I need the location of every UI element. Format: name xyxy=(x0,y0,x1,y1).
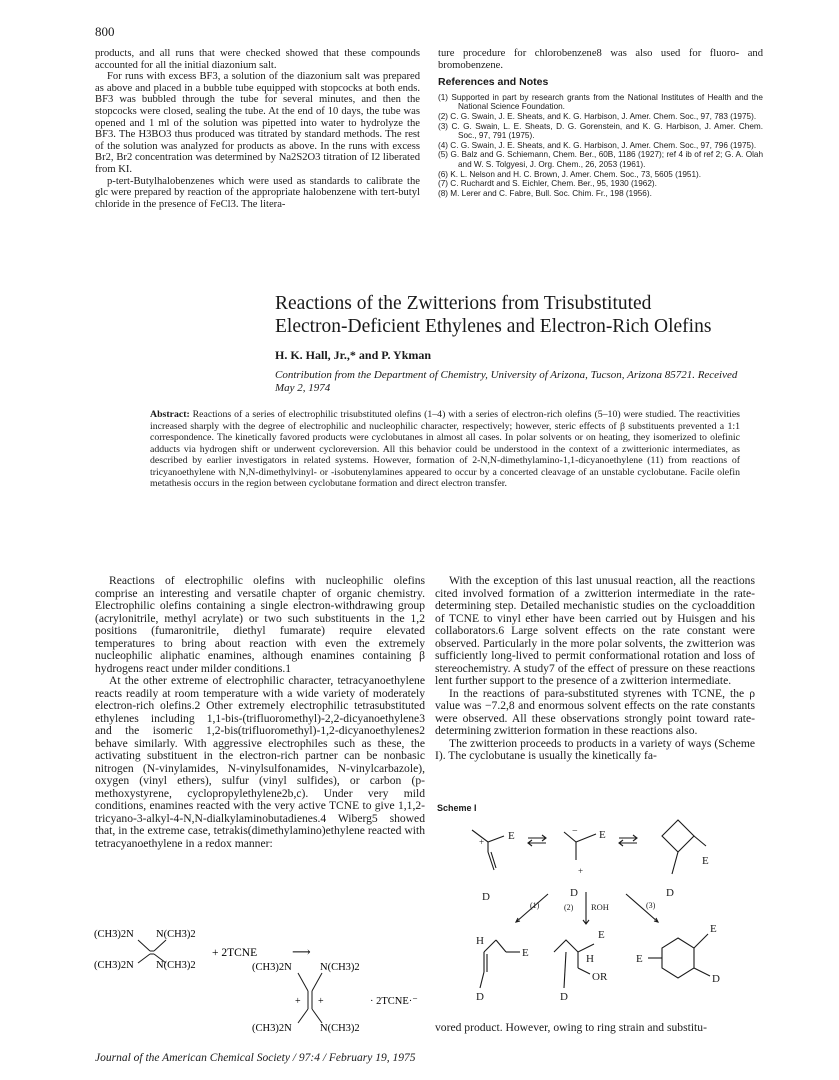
paragraph: Reactions of electrophilic olefins with nucleophilic olefins comprise an interesting and versatile chapter of organic chemistry. Electrophilic olefins containing a single electron-withdrawing group (acrylonitrile, methyl acrylate) or two such substituents in the 1,2 positions (fumaronitrile, diethyl fumarate) require elevated temperatures to bring about reaction with even the extremely nucleophilic aliphatic enamines, although enamines containing β hydrogens react under milder conditions.1 xyxy=(95,574,425,675)
double-bond xyxy=(138,940,166,963)
page-number: 800 xyxy=(95,24,115,39)
counterion-label: · 2TCNE·⁻ xyxy=(370,996,418,1007)
charge-label: + xyxy=(318,996,324,1007)
authors: H. K. Hall, Jr.,* and P. Ykman xyxy=(275,348,432,362)
substituent-label: N(CH3)2 xyxy=(156,960,196,971)
charge-label: + xyxy=(578,866,584,876)
group-label: D xyxy=(476,991,484,1003)
substituent-label: (CH3)2N xyxy=(252,1023,292,1034)
references-heading: References and Notes xyxy=(438,76,549,89)
reference-item: (3) C. G. Swain, L. E. Sheats, D. G. Gorenstein, and K. G. Harbison, J. Amer. Chem. Soc., 97, 791 (1975). xyxy=(438,121,763,141)
paragraph-continuation: vored product. However, owing to ring strain and substitu- xyxy=(435,1021,707,1034)
step-label: (1) xyxy=(530,901,540,910)
reagent-label: ROH xyxy=(591,902,609,912)
group-label: E xyxy=(710,923,717,935)
reaction-arrow: ⟶ xyxy=(292,944,311,959)
group-label: E xyxy=(508,830,515,842)
step-label: (3) xyxy=(646,901,656,910)
scheme-label: Scheme I xyxy=(437,803,477,813)
group-label: E xyxy=(636,953,643,965)
reference-item: (1) Supported in part by research grants from the National Institutes of Health and the National Science Foundation. xyxy=(438,92,763,112)
group-label: H xyxy=(476,935,484,947)
references-list xyxy=(438,93,763,199)
group-label: OR xyxy=(592,971,608,983)
group-label: D xyxy=(712,973,720,985)
article-title xyxy=(275,292,745,338)
reference-item: (2) C. G. Swain, J. E. Sheats, and K. G. Harbison, J. Amer. Chem. Soc., 97, 783 (1975). xyxy=(438,111,757,121)
charge-label: − xyxy=(572,826,578,837)
top-right-column xyxy=(438,48,763,198)
paragraph: p-tert-Butylhalobenzenes which were used as standards to calibrate the glc were prepared by reaction of the appropriate halobenzene with tert-butyl chloride in the presence of FeCl3. The litera- xyxy=(95,175,420,210)
title-line: Electron-Deficient Ethylenes and Electron-Rich Olefins xyxy=(275,316,712,337)
group-label: D xyxy=(482,891,490,903)
substituent-label: (CH3)2N xyxy=(94,929,134,940)
body-left-column xyxy=(95,575,425,850)
paragraph: products, and all runs that were checked showed that these compounds accounted for all the initial diazonium salt. xyxy=(95,48,420,71)
redox-equation xyxy=(92,925,437,1040)
step-label: (2) xyxy=(564,903,574,912)
reference-item: (6) K. L. Nelson and H. C. Brown, J. Amer. Chem. Soc., 73, 5605 (1951). xyxy=(438,169,702,179)
group-label: H xyxy=(586,953,594,965)
journal-footer: Journal of the American Chemical Society / 97:4 / February 19, 1975 xyxy=(95,1052,416,1064)
paragraph: With the exception of this last unusual reaction, all the reactions cited involved formation of a zwitterion intermediate in the rate-determining step. Detailed mechanistic studies on the cycloaddition of TCNE to vinyl ether have been carried out by Huisgen and his collaborators.6 Large solvent effects on the rate constant were observed. Particularly in the more polar solvents, the zwitterion was sufficiently long-lived to permit conformational rotation and loss of stereochemistry. A study7 of the effect of pressure on these reactions lent further support to the presence of a zwitterion intermediate. xyxy=(435,574,755,687)
top-left-column xyxy=(95,48,420,210)
reference-item: (5) G. Balz and G. Schiemann, Chem. Ber., 60B, 1186 (1927); ref 4 ib of ref 2; G. A. Olah and W. S. Tolgyesi, J. Org. Chem., 26, 2053 (1961). xyxy=(438,150,763,169)
substituent-label: (CH3)2N xyxy=(252,962,292,973)
group-label: D xyxy=(570,887,578,899)
paragraph: At the other extreme of electrophilic character, tetracyanoethylene reacts readily at room temperature with a wide variety of moderately electron-rich olefins.2 Other extremely electrophilic tetrasubstituted ethylenes including 1,1-bis-(trifluoromethyl)-2,2-dicyanoethylene3 and the isomeric 1,2-bis(trifluoromethyl)-1,2-dicyanoethylenes2 behave similarly. With aggressive electrophiles such as these, the activating substituent in the electron-rich partner can be nonbasic nitrogen (N-vinylamides, N-vinylsulfonamides, N-vinylcarbazole), oxygen (vinyl ethers), sulfur (vinyl sulfides), or carbon (p-methoxystyrene, cyclopropylethylene2b,c). Under very mild conditions, enamines reacted with the very active TCNE to give 1,1,2-tricyano-3-alkyl-4-N,N-dialkylaminobutadienes.4 Wiberg5 showed that, in the extreme case, tetrakis(dimethylamino)ethylene reacted with tetracyanoethylene in a redox manner: xyxy=(95,674,425,850)
paragraph: The zwitterion proceeds to products in a variety of ways (Scheme I). The cyclobutane is usually the kinetically fa- xyxy=(435,736,755,762)
body-right-column xyxy=(435,575,755,763)
abstract-text: Reactions of a series of electrophilic trisubstituted olefins (1–4) with a series of electron-rich olefins (5–10) were studied. The reactivities increased sharply with the degree of electrophilic and nucleophilic character, respectively; however, steric effects of β substituents prevented a 1:1 correspondence. The kinetically favored products were cyclobutanes in almost all cases. In polar solvents or on heating, they isomerized to olefinic adducts via hydrogen shift or underwent cycloreversion. All this behavior could be understood in the context of a zwitterionic intermediates, as described by earlier investigators in related systems. However, formation of 2-N,N-dimethylamino-1,1-dicyanoethylene (11) from reactions of tricyanoethylene with N,N-dimethylvinyl- or -isobutenylamines appeared to occur by a concerted cleavage of an unstable cyclobutane. Facile olefin metathesis occurs in the region between cyclobutane formation and direct electron transfer. xyxy=(150,409,740,489)
scheme-diagram xyxy=(436,812,761,1042)
reagent-label: + 2TCNE xyxy=(212,947,258,959)
substituent-label: N(CH3)2 xyxy=(320,1023,360,1034)
title-line: Reactions of the Zwitterions from Trisubstituted xyxy=(275,293,652,314)
affiliation: Contribution from the Department of Chemistry, University of Arizona, Tucson, Arizona 85721. Received May 2, 1974 xyxy=(275,369,738,394)
abstract xyxy=(150,409,740,490)
substituent-label: N(CH3)2 xyxy=(320,962,360,973)
substituent-label: (CH3)2N xyxy=(94,960,134,971)
group-label: E xyxy=(598,929,605,941)
paragraph: ture procedure for chlorobenzene8 was also used for fluoro- and bromobenzene. xyxy=(438,48,763,71)
group-label: E xyxy=(599,829,606,841)
reference-item: (8) M. Lerer and C. Fabre, Bull. Soc. Chim. Fr., 198 (1956). xyxy=(438,188,652,198)
group-label: D xyxy=(560,991,568,1003)
paragraph: In the reactions of para-substituted styrenes with TCNE, the ρ value was −7.2,8 and enormous solvent effects on the rate constants were observed. All these observations strongly point toward rate-determining zwitterion formation in these reactions also. xyxy=(435,686,755,737)
abstract-label: Abstract: xyxy=(150,409,190,420)
charge-label: + xyxy=(295,996,301,1007)
group-label: D xyxy=(666,887,674,899)
group-label: E xyxy=(522,947,529,959)
paragraph: For runs with excess BF3, a solution of the diazonium salt was prepared as above and placed in a bubble tube equipped with stopcocks at both ends. BF3 was bubbled through the tube for several minutes, and then the stopcocks were closed, sealing the tube. At the end of 10 days, the tube was opened and 1 ml of the solution was pipetted into water to hydrolyze the BF3. The H3BO3 thus produced was titrated by standard methods. The rest of the solution was analyzed for products as above. In the runs with excess Br2, Br2 concentration was determined by Na2S2O3 titration of I2 liberated from KI. xyxy=(95,71,420,175)
group-label: E xyxy=(702,855,709,867)
charge-label: + xyxy=(479,837,485,847)
substituent-label: N(CH3)2 xyxy=(156,929,196,940)
reference-item: (7) C. Ruchardt and S. Eichler, Chem. Ber., 95, 1930 (1962). xyxy=(438,179,657,189)
reference-item: (4) C. G. Swain, J. E. Sheats, and K. G. Harbison, J. Amer. Chem. Soc., 97, 796 (1975). xyxy=(438,140,757,150)
